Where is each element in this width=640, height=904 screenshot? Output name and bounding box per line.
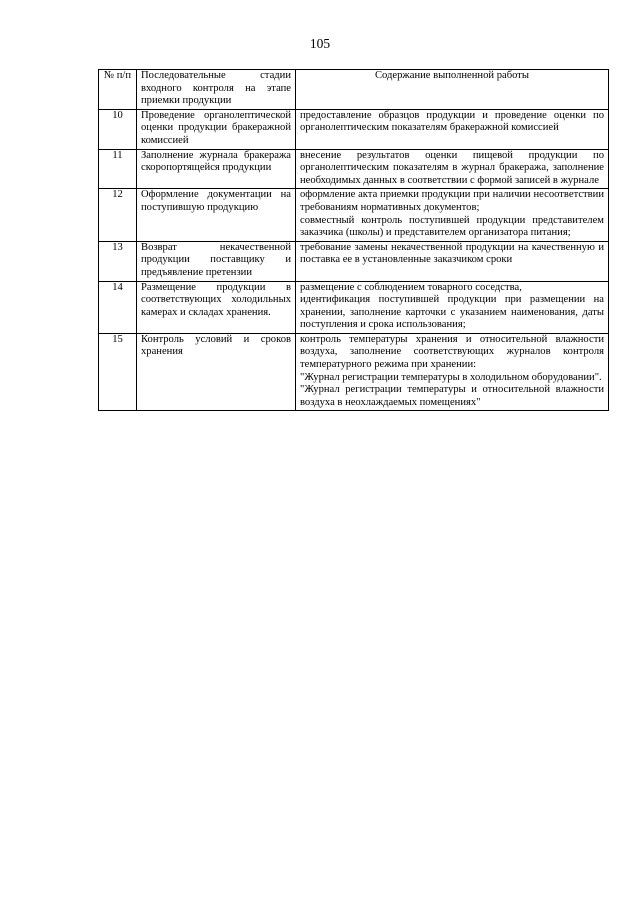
work-item: предоставление образцов продукции и проведение оценки по органолептическим показателям бракеражной комиссией bbox=[300, 109, 604, 134]
row-number: 10 bbox=[99, 109, 137, 149]
work-item: "Журнал регистрации температуры и относительной влажности воздуха в неохлаждаемых помещениях" bbox=[300, 384, 604, 408]
table-row bbox=[99, 189, 609, 241]
work-item: совместный контроль поступившей продукции представителем заказчика (школы) и представителем организатора питания; bbox=[300, 214, 604, 239]
row-work bbox=[296, 149, 609, 189]
table-row bbox=[99, 241, 609, 281]
row-stage: Проведение органолептической оценки продукции бракеражной комиссией bbox=[137, 109, 296, 149]
row-number: 14 bbox=[99, 281, 137, 333]
header-work: Содержание выполненной работы bbox=[296, 70, 609, 110]
header-stage: Последовательные стадии входного контроля на этапе приемки продукции bbox=[137, 70, 296, 110]
work-item: размещение с соблюдением товарного соседства, bbox=[300, 281, 522, 293]
inspection-stages-table bbox=[98, 69, 609, 411]
row-work bbox=[296, 189, 609, 241]
row-work bbox=[296, 281, 609, 333]
row-stage: Заполнение журнала бракеража скоропортящейся продукции bbox=[137, 149, 296, 189]
row-stage: Контроль условий и сроков хранения bbox=[137, 333, 296, 411]
row-number: 15 bbox=[99, 333, 137, 411]
table-row bbox=[99, 109, 609, 149]
row-stage: Размещение продукции в соответствующих холодильных камерах и складах хранения. bbox=[137, 281, 296, 333]
row-work bbox=[296, 333, 609, 411]
work-item: внесение результатов оценки пищевой продукции по органолептическим показателям в журнал бракеража, заполнение необходимых данных в соответствии с формой записей в журнале bbox=[300, 149, 604, 186]
work-item: "Журнал регистрации температуры в холодильном оборудовании". bbox=[300, 371, 602, 383]
work-item: оформление акта приемки продукции при наличии несоответствии требованиям нормативных документов; bbox=[300, 189, 604, 213]
row-number: 11 bbox=[99, 149, 137, 189]
table-header-row bbox=[99, 70, 609, 110]
row-work bbox=[296, 109, 609, 149]
work-item: контроль температуры хранения и относительной влажности воздуха, заполнение соответствующих журналов контроля температурного режима при хранении: bbox=[300, 333, 604, 371]
row-number: 13 bbox=[99, 241, 137, 281]
row-stage: Возврат некачественной продукции поставщику и предъявление претензии bbox=[137, 241, 296, 281]
table-row bbox=[99, 333, 609, 411]
table-row bbox=[99, 149, 609, 189]
row-work bbox=[296, 241, 609, 281]
table-row bbox=[99, 281, 609, 333]
row-stage: Оформление документации на поступившую продукцию bbox=[137, 189, 296, 241]
page-number: 105 bbox=[309, 36, 331, 51]
work-item: идентификация поступившей продукции при размещении на хранении, заполнение карточки с указанием наименования, даты поступления и срока использования; bbox=[300, 294, 604, 331]
work-item: требование замены некачественной продукции на качественную и поставка ее в установленные заказчиком сроки bbox=[300, 241, 604, 266]
row-number: 12 bbox=[99, 189, 137, 241]
header-number: № п/п bbox=[99, 70, 137, 110]
